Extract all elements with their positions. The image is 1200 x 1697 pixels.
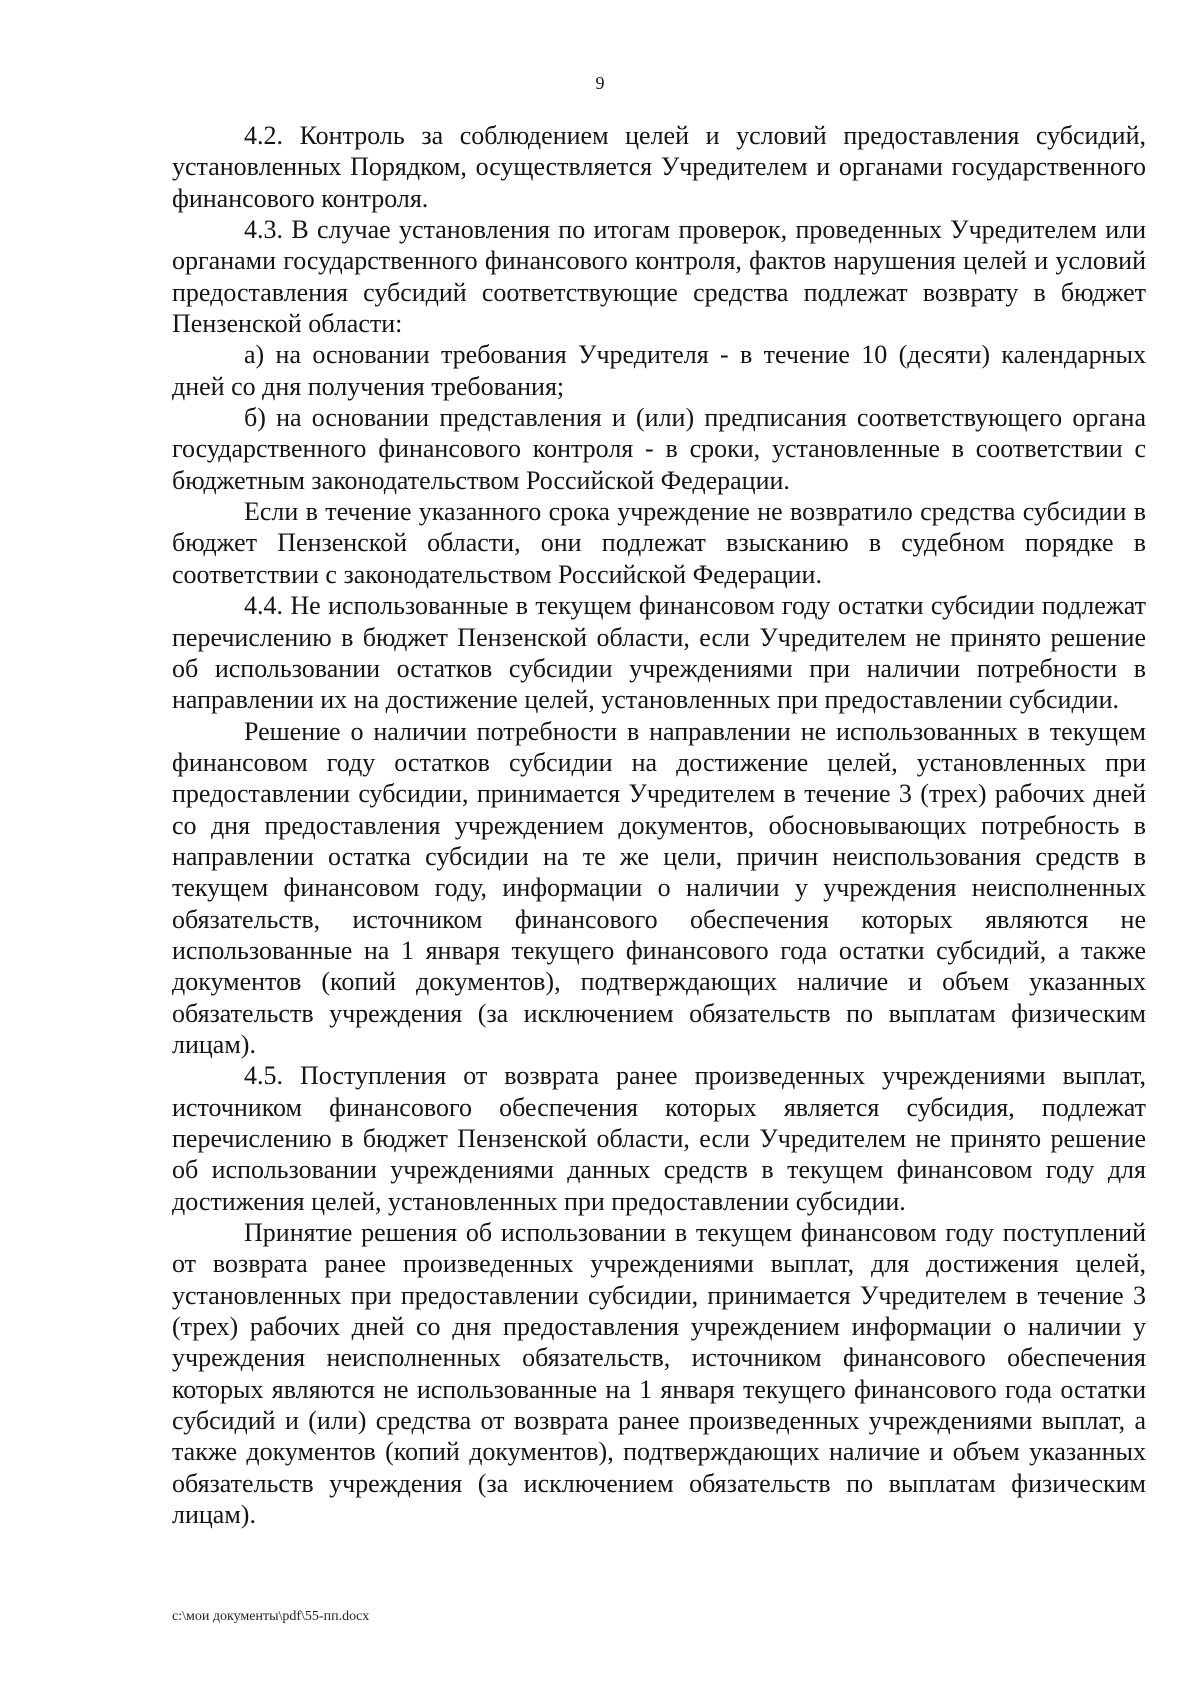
paragraph-4-5-decision: Принятие решения об использовании в текущем финансовом году поступлений от возврата ранее произведенных учреждениями выплат, для достижения целей, установленных при предоставлении субсидии, принимается Учредителем в течение 3 (трех) рабочих дней со дня предоставления учреждением информации о наличии у учреждения неисполненных обязательств, источником финансового обеспечения которых являются не использованные на 1 января текущего финансового года остатки субсидий и (или) средства от возврата ранее произведенных учреждениями выплат, а также документов (копий документов), подтверждающих наличие и объем указанных обязательств учреждения (за исключением обязательств по выплатам физическим лицам). bbox=[172, 1218, 1146, 1530]
paragraph-4-3-a: а) на основании требования Учредителя - в течение 10 (десяти) календарных дней со дня получения требования; bbox=[172, 340, 1146, 401]
paragraph-4-4: 4.4. Не использованные в текущем финансовом году остатки субсидии подлежат перечислению в бюджет Пензенской области, если Учредителем не принято решение об использовании остатков субсидии учреждениями при наличии потребности в направлении их на достижение целей, установленных при предоставлении субсидии. bbox=[172, 591, 1146, 715]
paragraph-4-2: 4.2. Контроль за соблюдением целей и условий предоставления субсидий, установленных Порядком, осуществляется Учредителем и органами государственного финансового контроля. bbox=[172, 121, 1146, 213]
paragraph-4-3-b: б) на основании представления и (или) предписания соответствующего органа государственного финансового контроля - в сроки, установленные в соответствии с бюджетным законодательством Российской Федерации. bbox=[172, 403, 1146, 495]
document-body bbox=[172, 120, 1146, 1530]
paragraph-4-3-recovery: Если в течение указанного срока учреждение не возвратило средства субсидии в бюджет Пензенской области, они подлежат взысканию в судебном порядке в соответствии с законодательством Российской Федерации. bbox=[172, 497, 1146, 589]
paragraph-4-3: 4.3. В случае установления по итогам проверок, проведенных Учредителем или органами государственного финансового контроля, фактов нарушения целей и условий предоставления субсидий соответствующие средства подлежат возврату в бюджет Пензенской области: bbox=[172, 215, 1146, 339]
paragraph-4-4-decision: Решение о наличии потребности в направлении не использованных в текущем финансовом году остатков субсидии на достижение целей, установленных при предоставлении субсидии, принимается Учредителем в течение 3 (трех) рабочих дней со дня предоставления учреждением документов, обосновывающих потребность в направлении остатка субсидии на те же цели, причин неиспользования средств в текущем финансовом году, информации о наличии у учреждения неисполненных обязательств, источником финансового обеспечения которых являются не использованные на 1 января текущего финансового года остатки субсидий, а также документов (копий документов), подтверждающих наличие и объем указанных обязательств учреждения (за исключением обязательств по выплатам физическим лицам). bbox=[172, 716, 1146, 1059]
page-number: 9 bbox=[595, 73, 605, 93]
footer-file-path: c:\мои документы\pdf\55-пп.docx bbox=[172, 1609, 370, 1624]
paragraph-4-5: 4.5. Поступления от возврата ранее произведенных учреждениями выплат, источником финансового обеспечения которых является субсидия, подлежат перечислению в бюджет Пензенской области, если Учредителем не принято решение об использовании учреждениями данных средств в текущем финансовом году для достижения целей, установленных при предоставлении субсидии. bbox=[172, 1061, 1146, 1216]
